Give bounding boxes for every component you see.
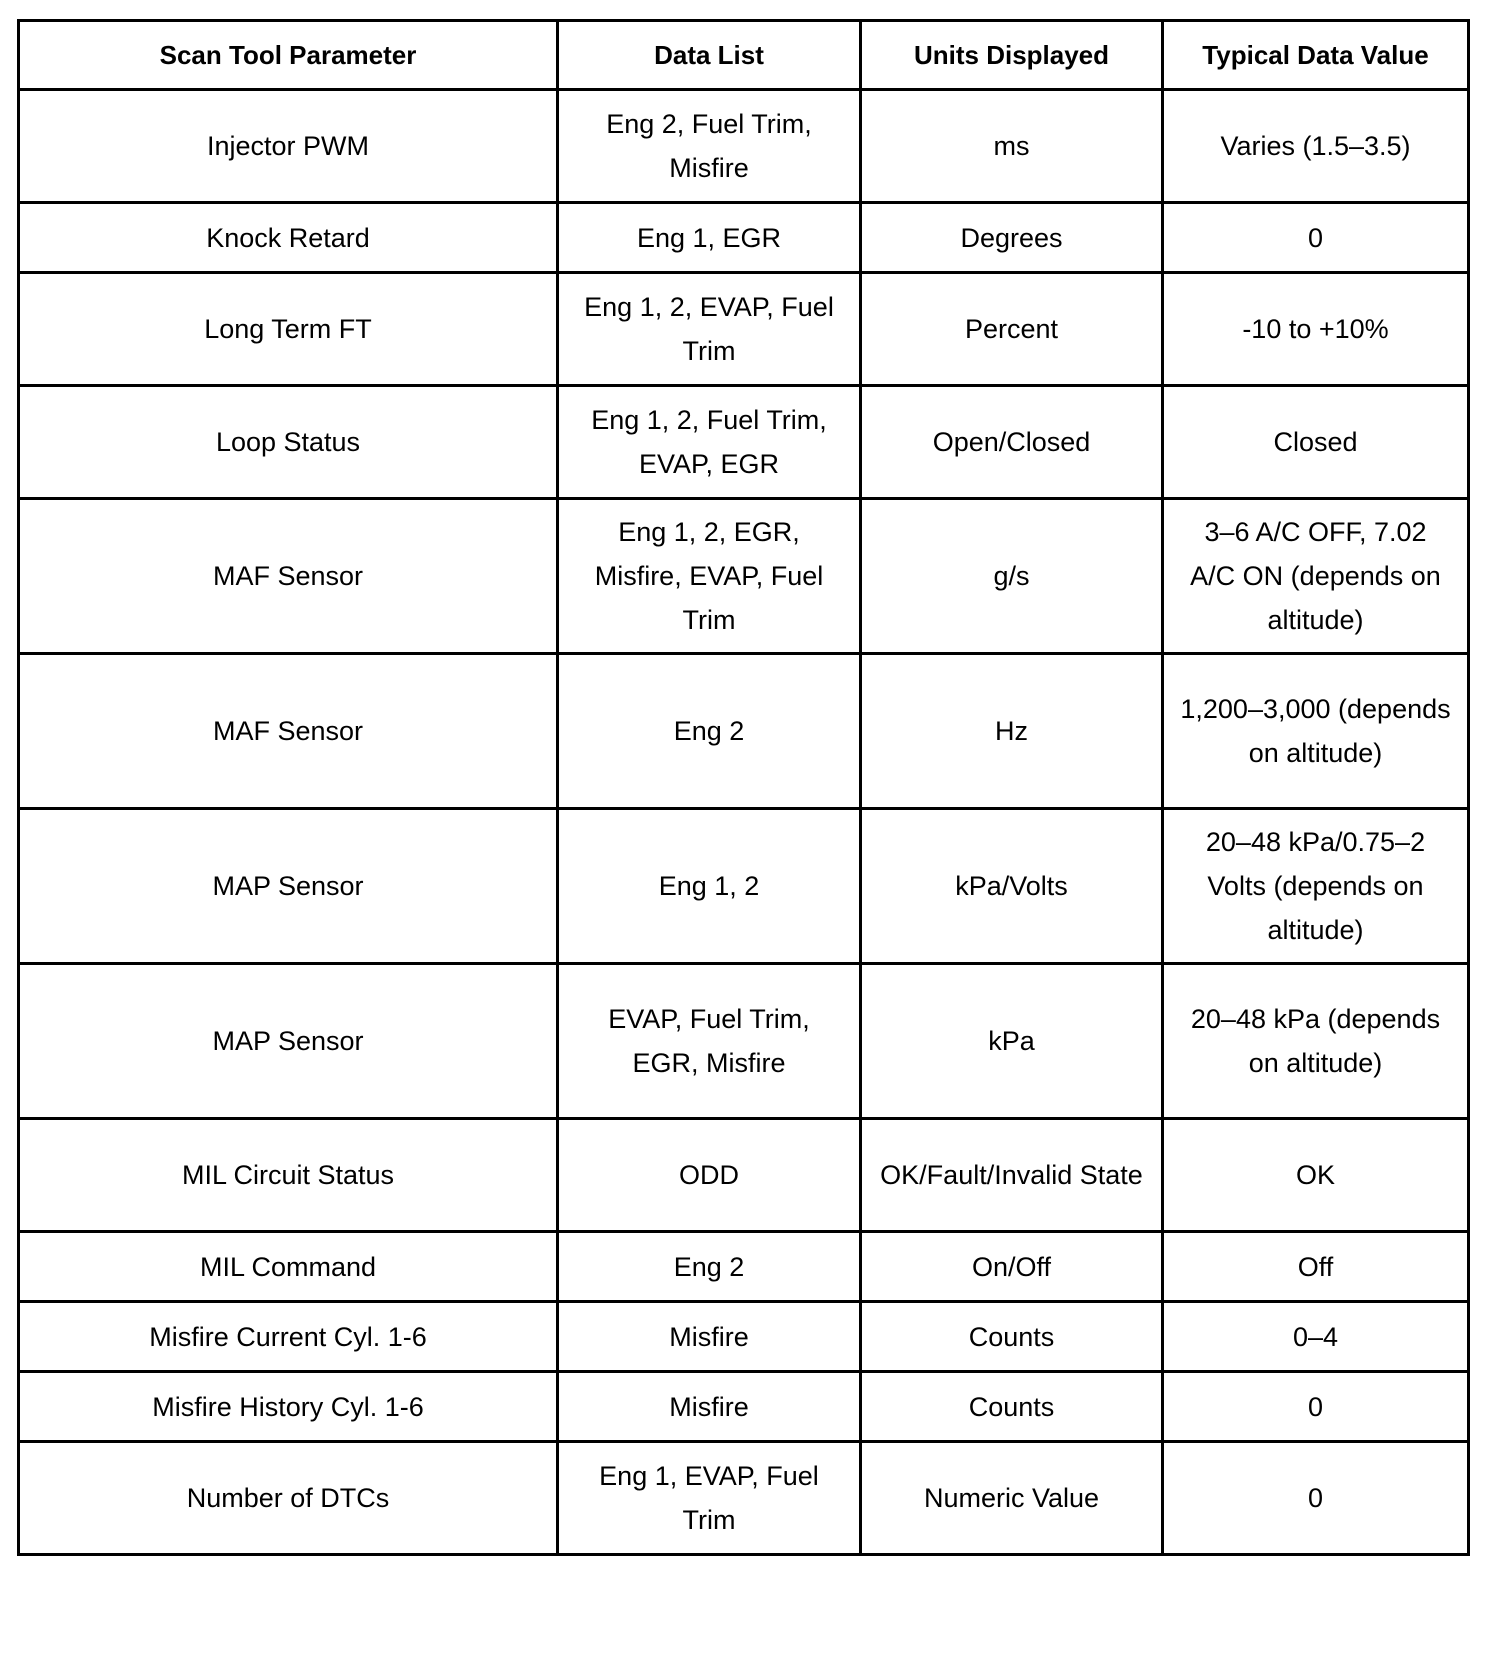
- table-row: [19, 1442, 1469, 1555]
- cell-typical-value: 3–6 A/C OFF, 7.02 A/C ON (depends on altitude): [1163, 499, 1469, 654]
- cell-typical-value: OK: [1163, 1119, 1469, 1232]
- cell-units: Counts: [861, 1302, 1163, 1372]
- table-row: [19, 1119, 1469, 1232]
- cell-data-list: Eng 1, 2, Fuel Trim, EVAP, EGR: [558, 386, 861, 499]
- cell-units: Percent: [861, 273, 1163, 386]
- cell-parameter: MAF Sensor: [19, 499, 558, 654]
- cell-parameter: Long Term FT: [19, 273, 558, 386]
- column-header-typical-value: Typical Data Value: [1163, 21, 1469, 90]
- cell-units: Counts: [861, 1372, 1163, 1442]
- table-row: [19, 203, 1469, 273]
- column-header-data-list: Data List: [558, 21, 861, 90]
- cell-units: Open/Closed: [861, 386, 1163, 499]
- cell-parameter: Knock Retard: [19, 203, 558, 273]
- cell-parameter: MAP Sensor: [19, 809, 558, 964]
- cell-data-list: Eng 1, EGR: [558, 203, 861, 273]
- cell-units: g/s: [861, 499, 1163, 654]
- cell-data-list: EVAP, Fuel Trim, EGR, Misfire: [558, 964, 861, 1119]
- cell-typical-value: 20–48 kPa (depends on altitude): [1163, 964, 1469, 1119]
- cell-units: Hz: [861, 654, 1163, 809]
- cell-parameter: Loop Status: [19, 386, 558, 499]
- cell-typical-value: 0: [1163, 1372, 1469, 1442]
- cell-parameter: MIL Circuit Status: [19, 1119, 558, 1232]
- column-header-units: Units Displayed: [861, 21, 1163, 90]
- cell-parameter: Misfire Current Cyl. 1-6: [19, 1302, 558, 1372]
- table-row: [19, 1302, 1469, 1372]
- cell-data-list: ODD: [558, 1119, 861, 1232]
- table-row: [19, 1232, 1469, 1302]
- cell-typical-value: 20–48 kPa/0.75–2 Volts (depends on altitude): [1163, 809, 1469, 964]
- table-row: [19, 499, 1469, 654]
- cell-units: Numeric Value: [861, 1442, 1163, 1555]
- cell-parameter: MAP Sensor: [19, 964, 558, 1119]
- cell-typical-value: 1,200–3,000 (depends on altitude): [1163, 654, 1469, 809]
- cell-data-list: Eng 1, EVAP, Fuel Trim: [558, 1442, 861, 1555]
- cell-units: kPa: [861, 964, 1163, 1119]
- cell-data-list: Eng 1, 2: [558, 809, 861, 964]
- cell-data-list: Eng 2: [558, 654, 861, 809]
- cell-typical-value: Varies (1.5–3.5): [1163, 90, 1469, 203]
- table-row: [19, 1372, 1469, 1442]
- cell-data-list: Eng 1, 2, EVAP, Fuel Trim: [558, 273, 861, 386]
- cell-parameter: Misfire History Cyl. 1-6: [19, 1372, 558, 1442]
- table-row: [19, 964, 1469, 1119]
- cell-units: Degrees: [861, 203, 1163, 273]
- scan-tool-data-table: [17, 19, 1470, 1556]
- table-row: [19, 90, 1469, 203]
- cell-units: OK/Fault/Invalid State: [861, 1119, 1163, 1232]
- cell-units: kPa/Volts: [861, 809, 1163, 964]
- cell-parameter: MAF Sensor: [19, 654, 558, 809]
- cell-typical-value: 0: [1163, 203, 1469, 273]
- column-header-parameter: Scan Tool Parameter: [19, 21, 558, 90]
- cell-data-list: Misfire: [558, 1372, 861, 1442]
- cell-units: ms: [861, 90, 1163, 203]
- cell-typical-value: 0–4: [1163, 1302, 1469, 1372]
- cell-data-list: Eng 1, 2, EGR, Misfire, EVAP, Fuel Trim: [558, 499, 861, 654]
- cell-parameter: MIL Command: [19, 1232, 558, 1302]
- table-row: [19, 273, 1469, 386]
- cell-typical-value: Off: [1163, 1232, 1469, 1302]
- cell-typical-value: Closed: [1163, 386, 1469, 499]
- cell-parameter: Number of DTCs: [19, 1442, 558, 1555]
- table-row: [19, 386, 1469, 499]
- cell-units: On/Off: [861, 1232, 1163, 1302]
- cell-data-list: Eng 2: [558, 1232, 861, 1302]
- cell-typical-value: -10 to +10%: [1163, 273, 1469, 386]
- table-row: [19, 809, 1469, 964]
- cell-data-list: Misfire: [558, 1302, 861, 1372]
- cell-typical-value: 0: [1163, 1442, 1469, 1555]
- cell-data-list: Eng 2, Fuel Trim, Misfire: [558, 90, 861, 203]
- table-header-row: [19, 21, 1469, 90]
- table-row: [19, 654, 1469, 809]
- cell-parameter: Injector PWM: [19, 90, 558, 203]
